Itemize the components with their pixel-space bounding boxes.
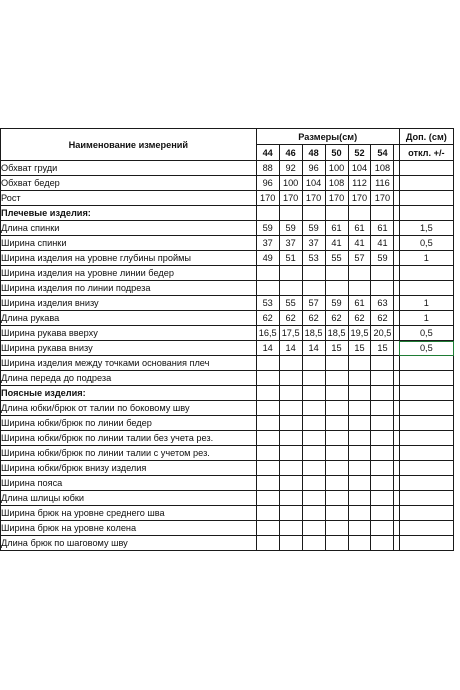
size-value-cell[interactable]: 49 — [256, 251, 279, 266]
size-value-cell[interactable]: 14 — [279, 341, 302, 356]
size-value-cell[interactable] — [371, 416, 394, 431]
size-value-cell[interactable] — [348, 506, 371, 521]
size-value-cell[interactable] — [348, 476, 371, 491]
tolerance-cell[interactable] — [399, 431, 453, 446]
size-value-cell[interactable] — [325, 416, 348, 431]
size-value-cell[interactable] — [256, 206, 279, 221]
size-value-cell[interactable]: 62 — [348, 311, 371, 326]
size-value-cell[interactable]: 14 — [256, 341, 279, 356]
size-value-cell[interactable] — [279, 521, 302, 536]
size-value-cell[interactable] — [371, 356, 394, 371]
size-value-cell[interactable] — [325, 206, 348, 221]
size-value-cell[interactable] — [279, 206, 302, 221]
measurement-name[interactable]: Ширина изделия между точками основания плеч — [1, 356, 257, 371]
measurement-name[interactable]: Ширина изделия внизу — [1, 296, 257, 311]
tolerance-cell[interactable]: 1,5 — [399, 221, 453, 236]
size-value-cell[interactable] — [371, 491, 394, 506]
size-value-cell[interactable] — [371, 431, 394, 446]
tolerance-cell[interactable] — [399, 206, 453, 221]
measurement-name[interactable]: Ширина пояса — [1, 476, 257, 491]
size-value-cell[interactable] — [302, 506, 325, 521]
size-value-cell[interactable] — [325, 446, 348, 461]
measurement-name[interactable]: Рост — [1, 191, 257, 206]
size-value-cell[interactable]: 104 — [348, 161, 371, 176]
size-value-cell[interactable] — [302, 536, 325, 551]
size-value-cell[interactable]: 57 — [302, 296, 325, 311]
size-value-cell[interactable]: 19,5 — [348, 326, 371, 341]
size-value-cell[interactable]: 170 — [325, 191, 348, 206]
size-value-cell[interactable]: 51 — [279, 251, 302, 266]
size-value-cell[interactable]: 59 — [371, 251, 394, 266]
section-heading[interactable]: Поясные изделия: — [1, 386, 257, 401]
size-value-cell[interactable] — [325, 491, 348, 506]
size-value-cell[interactable]: 170 — [256, 191, 279, 206]
size-value-cell[interactable]: 14 — [302, 341, 325, 356]
size-value-cell[interactable] — [325, 536, 348, 551]
size-value-cell[interactable] — [279, 401, 302, 416]
tolerance-cell[interactable] — [399, 536, 453, 551]
size-value-cell[interactable] — [302, 521, 325, 536]
size-value-cell[interactable] — [256, 521, 279, 536]
size-value-cell[interactable]: 62 — [302, 311, 325, 326]
size-value-cell[interactable] — [256, 356, 279, 371]
size-value-cell[interactable] — [279, 416, 302, 431]
table-row — [1, 206, 454, 221]
size-value-cell[interactable] — [371, 281, 394, 296]
size-value-cell[interactable]: 18,5 — [325, 326, 348, 341]
size-value-cell[interactable] — [279, 386, 302, 401]
size-value-cell[interactable] — [302, 356, 325, 371]
table-body — [1, 161, 454, 551]
size-value-cell[interactable]: 18,5 — [302, 326, 325, 341]
measurement-name[interactable]: Ширина изделия на уровне линии бедер — [1, 266, 257, 281]
size-value-cell[interactable]: 41 — [348, 236, 371, 251]
size-value-cell[interactable]: 96 — [256, 176, 279, 191]
size-value-cell[interactable]: 59 — [279, 221, 302, 236]
header-name-col[interactable]: Наименование измерений — [1, 129, 257, 161]
measurement-name[interactable]: Ширина юбки/брюк по линии талии без учета рез. — [1, 431, 257, 446]
table-row — [1, 296, 454, 311]
size-value-cell[interactable]: 41 — [371, 236, 394, 251]
size-value-cell[interactable] — [348, 431, 371, 446]
size-value-cell[interactable]: 15 — [348, 341, 371, 356]
table-row — [1, 506, 454, 521]
size-value-cell[interactable] — [256, 491, 279, 506]
size-value-cell[interactable] — [348, 206, 371, 221]
size-value-cell[interactable] — [256, 401, 279, 416]
tolerance-cell[interactable] — [399, 446, 453, 461]
size-value-cell[interactable] — [256, 476, 279, 491]
table-row — [1, 521, 454, 536]
size-value-cell[interactable] — [325, 281, 348, 296]
table-row — [1, 536, 454, 551]
size-value-cell[interactable]: 170 — [279, 191, 302, 206]
size-value-cell[interactable] — [371, 206, 394, 221]
size-value-cell[interactable] — [302, 416, 325, 431]
tolerance-cell[interactable] — [399, 416, 453, 431]
tolerance-cell[interactable]: 0,5 — [399, 236, 453, 251]
size-value-cell[interactable] — [279, 446, 302, 461]
size-value-cell[interactable] — [348, 281, 371, 296]
size-value-cell[interactable] — [371, 401, 394, 416]
size-value-cell[interactable]: 92 — [279, 161, 302, 176]
size-value-cell[interactable] — [256, 461, 279, 476]
table-row — [1, 371, 454, 386]
table-row — [1, 446, 454, 461]
size-value-cell[interactable] — [325, 431, 348, 446]
size-value-cell[interactable] — [279, 476, 302, 491]
tolerance-cell[interactable] — [399, 521, 453, 536]
size-value-cell[interactable]: 100 — [325, 161, 348, 176]
measurement-name[interactable]: Длина юбки/брюк от талии по боковому шву — [1, 401, 257, 416]
measurement-name[interactable]: Длина рукава — [1, 311, 257, 326]
size-value-cell[interactable] — [279, 281, 302, 296]
measurement-name[interactable]: Длина переда до подреза — [1, 371, 257, 386]
table-row — [1, 176, 454, 191]
size-value-cell[interactable]: 104 — [302, 176, 325, 191]
size-value-cell[interactable] — [371, 371, 394, 386]
size-value-cell[interactable] — [348, 491, 371, 506]
size-value-cell[interactable] — [348, 356, 371, 371]
section-heading[interactable]: Плечевые изделия: — [1, 206, 257, 221]
size-value-cell[interactable]: 116 — [371, 176, 394, 191]
table-row — [1, 161, 454, 176]
size-value-cell[interactable] — [325, 506, 348, 521]
size-value-cell[interactable]: 15 — [325, 341, 348, 356]
header-size[interactable]: 44 — [256, 145, 279, 161]
tolerance-cell[interactable] — [399, 191, 453, 206]
size-value-cell[interactable]: 170 — [302, 191, 325, 206]
size-value-cell[interactable] — [279, 491, 302, 506]
table-row — [1, 431, 454, 446]
measurement-name[interactable]: Ширина юбки/брюк по линии талии с учетом рез. — [1, 446, 257, 461]
size-value-cell[interactable]: 57 — [348, 251, 371, 266]
measurement-name[interactable]: Ширина спинки — [1, 236, 257, 251]
size-value-cell[interactable] — [302, 281, 325, 296]
size-value-cell[interactable]: 15 — [371, 341, 394, 356]
table-row — [1, 281, 454, 296]
measurement-name[interactable]: Ширина рукава вверху — [1, 326, 257, 341]
tolerance-cell[interactable] — [399, 401, 453, 416]
header-tolerance-2[interactable]: откл. +/- — [399, 145, 453, 161]
size-value-cell[interactable] — [302, 206, 325, 221]
size-value-cell[interactable]: 59 — [325, 296, 348, 311]
size-value-cell[interactable] — [302, 461, 325, 476]
measurement-name[interactable]: Ширина изделия на уровне глубины проймы — [1, 251, 257, 266]
tolerance-cell-selected[interactable]: 0,5 — [399, 341, 453, 356]
size-value-cell[interactable] — [348, 416, 371, 431]
size-value-cell[interactable] — [348, 536, 371, 551]
table-row — [1, 221, 454, 236]
size-value-cell[interactable] — [279, 506, 302, 521]
size-value-cell[interactable] — [302, 266, 325, 281]
measurement-name[interactable]: Длина шлицы юбки — [1, 491, 257, 506]
size-value-cell[interactable]: 55 — [279, 296, 302, 311]
size-value-cell[interactable]: 55 — [325, 251, 348, 266]
measurement-name[interactable]: Обхват груди — [1, 161, 257, 176]
size-value-cell[interactable]: 96 — [302, 161, 325, 176]
size-value-cell[interactable] — [302, 491, 325, 506]
tolerance-cell[interactable] — [399, 461, 453, 476]
tolerance-cell[interactable] — [399, 371, 453, 386]
size-value-cell[interactable]: 62 — [256, 311, 279, 326]
size-value-cell[interactable]: 37 — [279, 236, 302, 251]
size-value-cell[interactable] — [256, 506, 279, 521]
size-value-cell[interactable]: 88 — [256, 161, 279, 176]
size-value-cell[interactable] — [348, 266, 371, 281]
size-value-cell[interactable] — [256, 386, 279, 401]
measurement-name[interactable]: Длина брюк по шаговому шву — [1, 536, 257, 551]
table-row — [1, 236, 454, 251]
size-value-cell[interactable]: 62 — [325, 311, 348, 326]
size-value-cell[interactable] — [371, 461, 394, 476]
size-value-cell[interactable]: 53 — [256, 296, 279, 311]
table-row — [1, 386, 454, 401]
size-value-cell[interactable] — [348, 401, 371, 416]
size-value-cell[interactable]: 59 — [256, 221, 279, 236]
size-value-cell[interactable]: 100 — [279, 176, 302, 191]
table-row — [1, 416, 454, 431]
size-value-cell[interactable] — [256, 536, 279, 551]
header-size[interactable]: 52 — [348, 145, 371, 161]
size-value-cell[interactable] — [325, 371, 348, 386]
size-value-cell[interactable]: 112 — [348, 176, 371, 191]
size-value-cell[interactable]: 41 — [325, 236, 348, 251]
header-size[interactable]: 46 — [279, 145, 302, 161]
size-value-cell[interactable]: 61 — [325, 221, 348, 236]
table-row — [1, 461, 454, 476]
measurement-name[interactable]: Ширина брюк на уровне колена — [1, 521, 257, 536]
table-row — [1, 326, 454, 341]
header-tolerance-1[interactable]: Доп. (см) — [399, 129, 453, 145]
tolerance-cell[interactable]: 1 — [399, 296, 453, 311]
tolerance-cell[interactable] — [399, 491, 453, 506]
size-value-cell[interactable]: 37 — [302, 236, 325, 251]
size-value-cell[interactable] — [325, 386, 348, 401]
table-row — [1, 311, 454, 326]
size-value-cell[interactable]: 108 — [371, 161, 394, 176]
size-value-cell[interactable] — [371, 446, 394, 461]
size-value-cell[interactable] — [325, 356, 348, 371]
size-value-cell[interactable] — [325, 521, 348, 536]
size-value-cell[interactable] — [256, 281, 279, 296]
size-value-cell[interactable] — [325, 401, 348, 416]
header-size[interactable]: 50 — [325, 145, 348, 161]
size-value-cell[interactable] — [371, 476, 394, 491]
size-value-cell[interactable]: 16,5 — [256, 326, 279, 341]
tolerance-cell[interactable]: 1 — [399, 311, 453, 326]
size-value-cell[interactable] — [279, 266, 302, 281]
size-value-cell[interactable] — [371, 386, 394, 401]
tolerance-cell[interactable] — [399, 281, 453, 296]
header-row-1 — [1, 129, 454, 145]
size-value-cell[interactable] — [279, 431, 302, 446]
table-row — [1, 491, 454, 506]
size-value-cell[interactable] — [371, 266, 394, 281]
measurement-name[interactable]: Ширина брюк на уровне среднего шва — [1, 506, 257, 521]
size-value-cell[interactable] — [302, 431, 325, 446]
size-value-cell[interactable]: 17,5 — [279, 326, 302, 341]
table-row — [1, 341, 454, 356]
size-value-cell[interactable]: 37 — [256, 236, 279, 251]
size-value-cell[interactable] — [371, 506, 394, 521]
measurement-name[interactable]: Длина спинки — [1, 221, 257, 236]
measurement-sheet — [0, 128, 460, 551]
size-value-cell[interactable] — [279, 371, 302, 386]
size-value-cell[interactable]: 20,5 — [371, 326, 394, 341]
size-value-cell[interactable]: 61 — [348, 296, 371, 311]
size-value-cell[interactable] — [279, 461, 302, 476]
size-value-cell[interactable]: 62 — [279, 311, 302, 326]
tolerance-cell[interactable] — [399, 386, 453, 401]
size-value-cell[interactable] — [302, 446, 325, 461]
measurement-name[interactable]: Ширина изделия по линии подреза — [1, 281, 257, 296]
size-value-cell[interactable] — [256, 371, 279, 386]
table-row — [1, 356, 454, 371]
tolerance-cell[interactable] — [399, 356, 453, 371]
measurement-name[interactable]: Ширина рукава внизу — [1, 341, 257, 356]
size-value-cell[interactable]: 63 — [371, 296, 394, 311]
size-value-cell[interactable] — [348, 461, 371, 476]
size-value-cell[interactable] — [302, 386, 325, 401]
header-sizes[interactable]: Размеры(см) — [256, 129, 399, 145]
table-row — [1, 401, 454, 416]
size-value-cell[interactable]: 59 — [302, 221, 325, 236]
size-value-cell[interactable] — [325, 461, 348, 476]
table-row — [1, 191, 454, 206]
size-value-cell[interactable] — [371, 521, 394, 536]
size-value-cell[interactable] — [371, 536, 394, 551]
size-value-cell[interactable] — [302, 401, 325, 416]
tolerance-cell[interactable] — [399, 266, 453, 281]
size-value-cell[interactable]: 62 — [371, 311, 394, 326]
size-value-cell[interactable] — [302, 371, 325, 386]
size-value-cell[interactable] — [348, 446, 371, 461]
size-value-cell[interactable] — [325, 266, 348, 281]
size-value-cell[interactable] — [302, 476, 325, 491]
size-value-cell[interactable] — [348, 521, 371, 536]
table-row — [1, 251, 454, 266]
size-value-cell[interactable]: 61 — [348, 221, 371, 236]
size-chart-table — [0, 128, 454, 551]
size-value-cell[interactable] — [256, 431, 279, 446]
size-value-cell[interactable]: 61 — [371, 221, 394, 236]
size-value-cell[interactable]: 170 — [348, 191, 371, 206]
size-value-cell[interactable] — [256, 446, 279, 461]
size-value-cell[interactable] — [348, 371, 371, 386]
table-row — [1, 266, 454, 281]
size-value-cell[interactable] — [256, 416, 279, 431]
size-value-cell[interactable] — [256, 266, 279, 281]
size-value-cell[interactable]: 170 — [371, 191, 394, 206]
measurement-name[interactable]: Ширина юбки/брюк внизу изделия — [1, 461, 257, 476]
tolerance-cell[interactable] — [399, 506, 453, 521]
tolerance-cell[interactable] — [399, 161, 453, 176]
size-value-cell[interactable] — [348, 386, 371, 401]
tolerance-cell[interactable]: 1 — [399, 251, 453, 266]
tolerance-cell[interactable] — [399, 176, 453, 191]
size-value-cell[interactable]: 53 — [302, 251, 325, 266]
size-value-cell[interactable] — [279, 356, 302, 371]
table-row — [1, 476, 454, 491]
measurement-name[interactable]: Обхват бедер — [1, 176, 257, 191]
tolerance-cell[interactable]: 0,5 — [399, 326, 453, 341]
header-size[interactable]: 54 — [371, 145, 394, 161]
size-value-cell[interactable] — [279, 536, 302, 551]
size-value-cell[interactable] — [325, 476, 348, 491]
header-size[interactable]: 48 — [302, 145, 325, 161]
tolerance-cell[interactable] — [399, 476, 453, 491]
measurement-name[interactable]: Ширина юбки/брюк по линии бедер — [1, 416, 257, 431]
size-value-cell[interactable]: 108 — [325, 176, 348, 191]
